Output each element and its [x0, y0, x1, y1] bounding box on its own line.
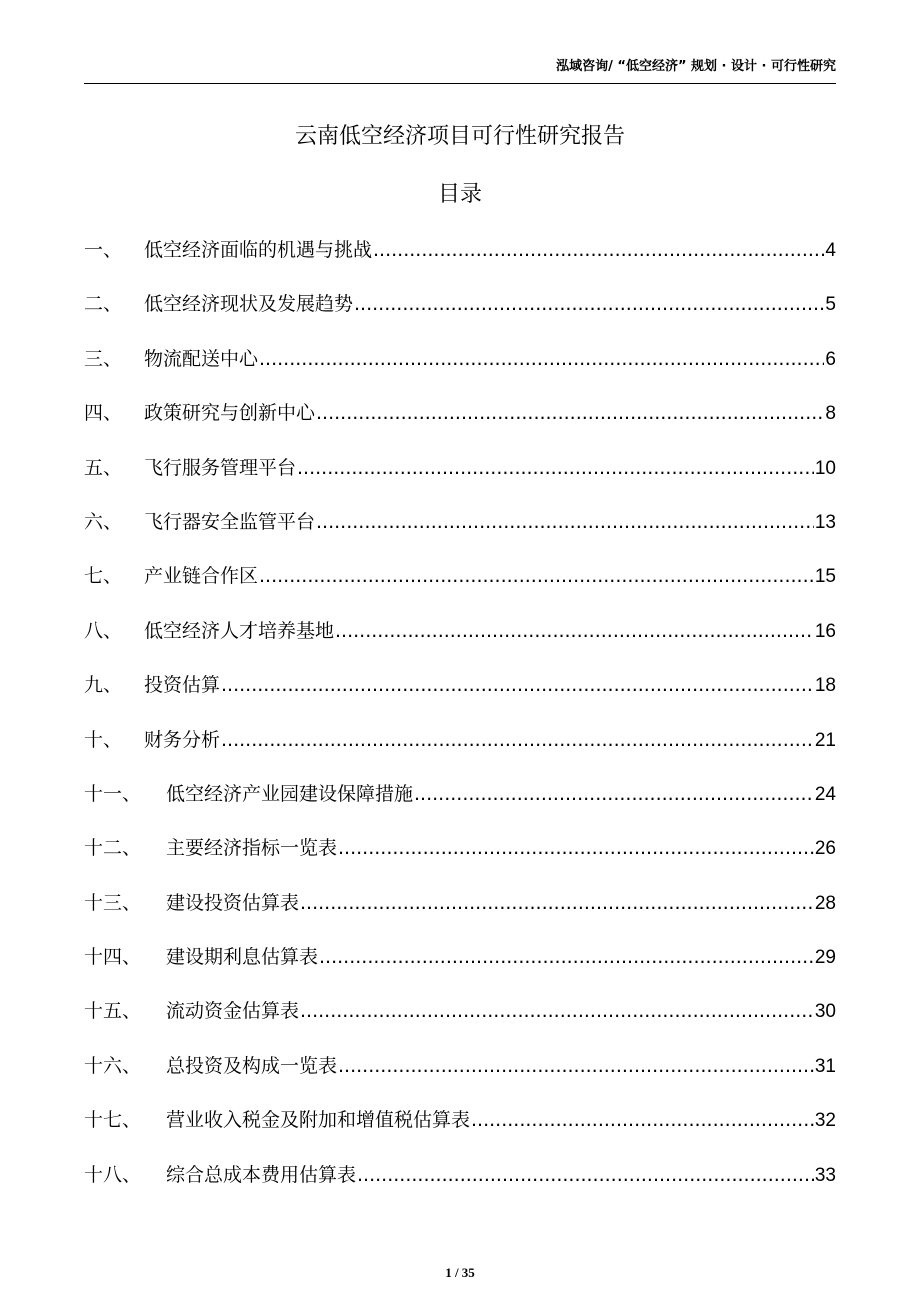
toc-entry-label: 低空经济人才培养基地 — [144, 619, 335, 642]
toc-entry-label: 营业收入税金及附加和增值税估算表 — [166, 1109, 471, 1132]
toc-entry-number: 十二、 — [84, 837, 142, 860]
toc-leader-dots — [316, 507, 814, 537]
toc-leader-dots — [414, 779, 814, 809]
toc-entry-number: 四、 — [84, 402, 123, 425]
toc-entry-number: 十八、 — [84, 1163, 142, 1186]
toc-entry-page: 13 — [814, 511, 836, 533]
toc-entry-page: 6 — [825, 348, 836, 370]
toc-entry-label: 产业链合作区 — [144, 565, 259, 588]
toc-entry-page: 31 — [814, 1055, 836, 1077]
toc-entry-page: 5 — [825, 294, 836, 316]
toc-entry-number: 十三、 — [84, 891, 142, 914]
toc-leader-dots — [259, 561, 814, 591]
toc-entry-label: 流动资金估算表 — [166, 1000, 300, 1023]
toc-entry-number: 九、 — [84, 674, 123, 697]
toc-entry-page: 26 — [814, 838, 836, 860]
toc-entry-label: 低空经济面临的机遇与挑战 — [144, 239, 373, 261]
toc-entry-label: 建设投资估算表 — [166, 891, 300, 914]
toc-heading: 目录 — [437, 182, 482, 207]
document-title: 云南低空经济项目可行性研究报告 — [294, 124, 625, 149]
toc-entry-number: 十一、 — [84, 782, 142, 805]
toc-entry-number: 十、 — [84, 728, 123, 751]
toc-leader-dots — [338, 833, 814, 863]
toc-entry-label: 物流配送中心 — [144, 347, 259, 370]
toc-leader-dots — [357, 1160, 814, 1190]
toc-entry-label: 投资估算 — [144, 674, 221, 697]
toc-entry-number: 六、 — [84, 510, 123, 533]
toc-entry-page: 29 — [814, 947, 836, 969]
toc-entry[interactable] — [84, 235, 836, 289]
toc-leader-dots — [471, 1105, 814, 1135]
toc-entry[interactable] — [84, 289, 836, 343]
toc-leader-dots — [300, 996, 814, 1026]
toc-entry[interactable] — [84, 453, 836, 507]
toc-entry-label: 综合总成本费用估算表 — [166, 1163, 357, 1186]
toc-entry-label: 总投资及构成一览表 — [166, 1054, 338, 1077]
toc-entry-page: 32 — [814, 1110, 836, 1132]
toc-entry[interactable] — [84, 779, 836, 833]
toc-leader-dots — [221, 725, 814, 755]
toc-entry[interactable] — [84, 561, 836, 615]
toc-entry[interactable] — [84, 833, 836, 887]
toc-entry-number: 十四、 — [84, 946, 142, 969]
toc-entry-label: 政策研究与创新中心 — [144, 402, 316, 425]
toc-entry-page: 18 — [814, 675, 836, 697]
toc-entry-number: 十六、 — [84, 1054, 142, 1077]
table-of-contents — [84, 235, 836, 1214]
toc-entry[interactable] — [84, 344, 836, 398]
toc-entry-label: 低空经济现状及发展趋势 — [144, 293, 354, 316]
page-number: 1 / 35 — [445, 1265, 475, 1280]
toc-entry-number: 七、 — [84, 565, 123, 588]
toc-entry[interactable] — [84, 888, 836, 942]
toc-entry[interactable] — [84, 1051, 836, 1105]
toc-entry-number: 十七、 — [84, 1109, 142, 1132]
toc-leader-dots — [316, 398, 824, 428]
toc-entry-page: 21 — [814, 729, 836, 751]
toc-entry-label: 低空经济产业园建设保障措施 — [166, 782, 414, 805]
header-divider — [84, 83, 836, 84]
toc-entry-number: 八、 — [84, 619, 123, 642]
toc-entry-label: 主要经济指标一览表 — [166, 837, 338, 860]
toc-leader-dots — [319, 942, 814, 972]
toc-entry[interactable] — [84, 1160, 836, 1214]
toc-entry[interactable] — [84, 398, 836, 452]
page-header: 泓域咨询/ “低空经济” 规划 · 设计 · 可行性研究 — [556, 59, 836, 74]
toc-entry-page: 10 — [814, 457, 836, 479]
toc-entry-label: 建设期利息估算表 — [166, 946, 319, 969]
toc-entry[interactable] — [84, 996, 836, 1050]
toc-leader-dots — [338, 1051, 814, 1081]
toc-leader-dots — [300, 888, 814, 918]
toc-entry[interactable] — [84, 616, 836, 670]
toc-entry-number: 五、 — [84, 456, 123, 479]
toc-leader-dots — [221, 670, 814, 700]
toc-entry-number: 十五、 — [84, 1000, 142, 1023]
toc-entry-page: 28 — [814, 892, 836, 914]
toc-leader-dots — [354, 289, 824, 319]
toc-leader-dots — [297, 453, 814, 483]
toc-leader-dots — [259, 344, 824, 374]
toc-entry-label: 飞行服务管理平台 — [144, 456, 297, 479]
toc-entry[interactable] — [84, 1105, 836, 1159]
toc-leader-dots — [335, 616, 814, 646]
toc-entry-page: 4 — [825, 240, 836, 261]
toc-entry[interactable] — [84, 670, 836, 724]
toc-entry[interactable] — [84, 725, 836, 779]
toc-entry-number: 三、 — [84, 347, 123, 370]
toc-entry[interactable] — [84, 942, 836, 996]
toc-leader-dots — [373, 235, 824, 265]
toc-entry-label: 飞行器安全监管平台 — [144, 510, 316, 533]
toc-entry-label: 财务分析 — [144, 728, 221, 751]
toc-entry-page: 33 — [814, 1164, 836, 1186]
toc-entry-number: 一、 — [84, 239, 123, 261]
toc-entry-page: 8 — [825, 403, 836, 425]
toc-entry-page: 24 — [814, 783, 836, 805]
toc-entry-page: 15 — [814, 566, 836, 588]
toc-entry-page: 16 — [814, 620, 836, 642]
toc-entry-number: 二、 — [84, 293, 123, 316]
toc-entry[interactable] — [84, 507, 836, 561]
toc-entry-page: 30 — [814, 1001, 836, 1023]
